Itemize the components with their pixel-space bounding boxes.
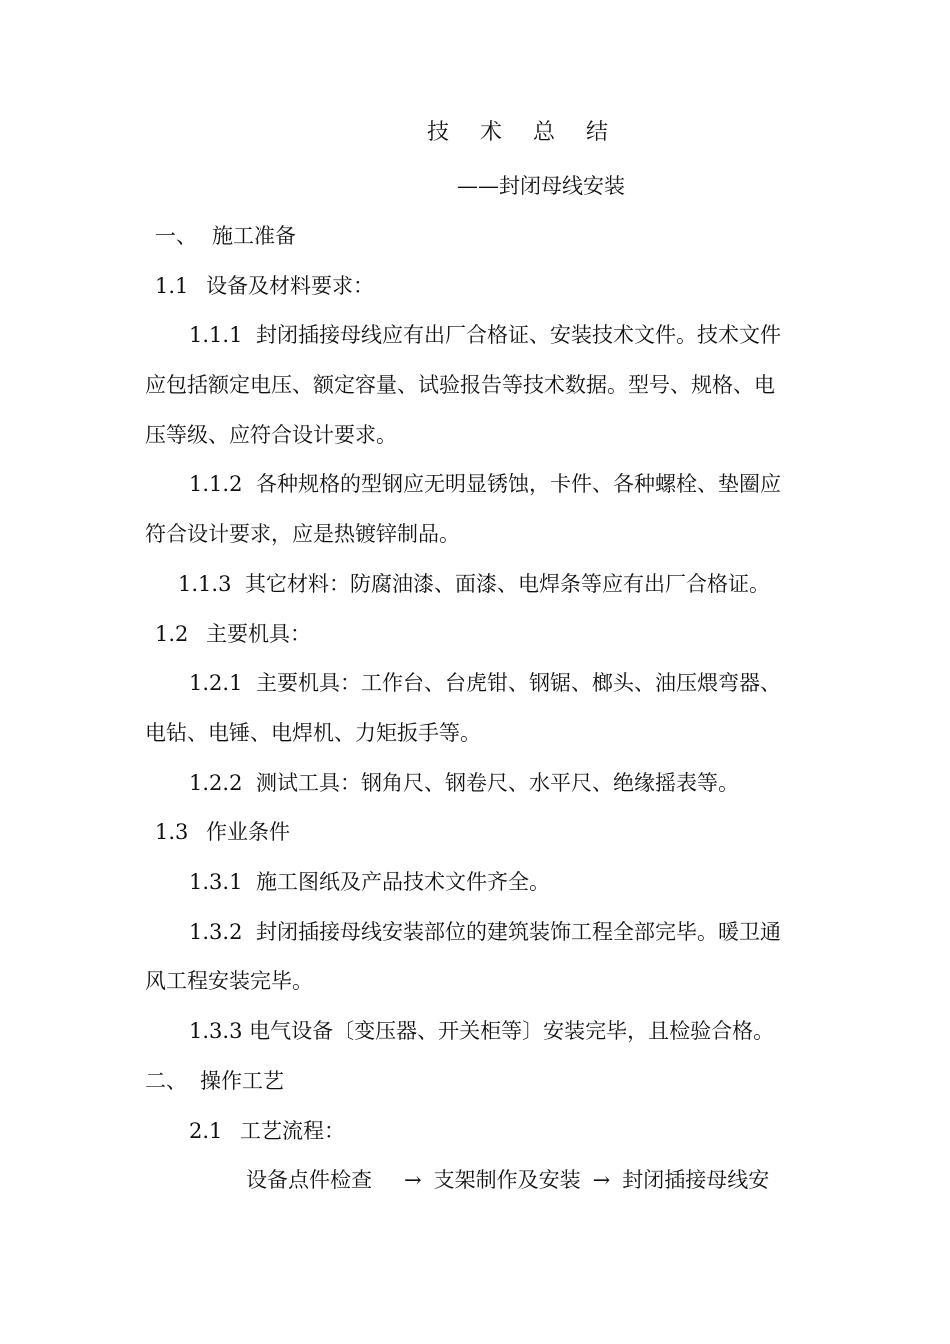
item-text: 施工图纸及产品技术文件齐全。 [256,870,550,894]
paragraph-1-1-1-line-1 [189,321,781,349]
subsection-title: 主要机具： [206,622,311,646]
section-number: 一、 [155,224,197,248]
section-heading-2 [145,1067,284,1095]
section-title: 施工准备 [212,224,296,248]
item-number: 1.1.3 [178,572,232,596]
subsection-number: 2.1 [189,1119,223,1143]
subsection-heading-1-3 [155,818,290,846]
process-flow [246,1166,769,1194]
item-text: 主要机具：工作台、台虎钳、钢锯、榔头、油压煨弯器、 [256,671,781,695]
item-text: 封闭插接母线安装部位的建筑装饰工程全部完毕。暖卫通 [256,920,781,944]
item-number: 1.3.1 [189,870,243,894]
subsection-heading-2-1 [189,1117,345,1145]
item-text: 其它材料：防腐油漆、面漆、电焊条等应有出厂合格证。 [245,572,770,596]
paragraph-1-1-1-line-2: 应包括额定电压、额定容量、试验报告等技术数据。型号、规格、电 [145,373,775,397]
item-number: 1.1.2 [189,472,243,496]
document-subtitle: ——封闭母线安装 [457,174,625,198]
section-title: 操作工艺 [200,1069,284,1093]
item-number: 1.2.2 [189,771,243,795]
right-arrow-icon: → [404,1168,422,1192]
subsection-title: 工艺流程： [240,1119,345,1143]
subsection-heading-1-1 [155,272,374,300]
right-arrow-icon: → [592,1168,611,1192]
item-text: 封闭插接母线应有出厂合格证、安装技术文件。技术文件 [256,323,781,347]
item-text: 各种规格的型钢应无明显锈蚀，卡件、各种螺栓、垫圈应 [256,472,781,496]
subsection-number: 1.1 [155,274,189,298]
paragraph-1-3-1 [189,868,550,896]
document-title: 技 术 总 结 [427,120,620,145]
subsection-number: 1.3 [155,820,189,844]
flow-step-busway-install: 封闭插接母线安 [622,1168,770,1192]
paragraph-1-2-2 [189,769,739,797]
paragraph-1-2-1-line-1 [189,669,781,697]
paragraph-1-1-3 [178,570,770,598]
paragraph-1-1-2-line-2: 符合设计要求，应是热镀锌制品。 [145,522,460,546]
subsection-title: 设备及材料要求： [206,274,374,298]
paragraph-1-1-1-line-3: 压等级、应符合设计要求。 [145,423,397,447]
item-number: 1.2.1 [189,671,243,695]
paragraph-1-1-2-line-1 [189,470,781,498]
flow-step-equipment-check: 设备点件检查 [246,1168,372,1192]
paragraph-1-3-3: 1.3.3 电气设备〔变压器、开关柜等〕安装完毕，且检验合格。 [189,1019,775,1043]
paragraph-1-3-2-line-1 [189,918,781,946]
section-heading-1 [155,222,296,250]
subsection-title: 作业条件 [206,820,290,844]
subsection-heading-1-2 [155,620,311,648]
subsection-number: 1.2 [155,622,189,646]
item-number: 1.1.1 [189,323,243,347]
item-number: 1.3.2 [189,920,243,944]
flow-step-bracket-install: 支架制作及安装 [433,1168,581,1192]
paragraph-1-3-2-line-2: 风工程安装完毕。 [145,969,313,993]
paragraph-1-2-1-line-2: 电钻、电锤、电焊机、力矩扳手等。 [145,721,481,745]
item-text: 测试工具：钢角尺、钢卷尺、水平尺、绝缘摇表等。 [256,771,739,795]
section-number: 二、 [145,1069,187,1093]
